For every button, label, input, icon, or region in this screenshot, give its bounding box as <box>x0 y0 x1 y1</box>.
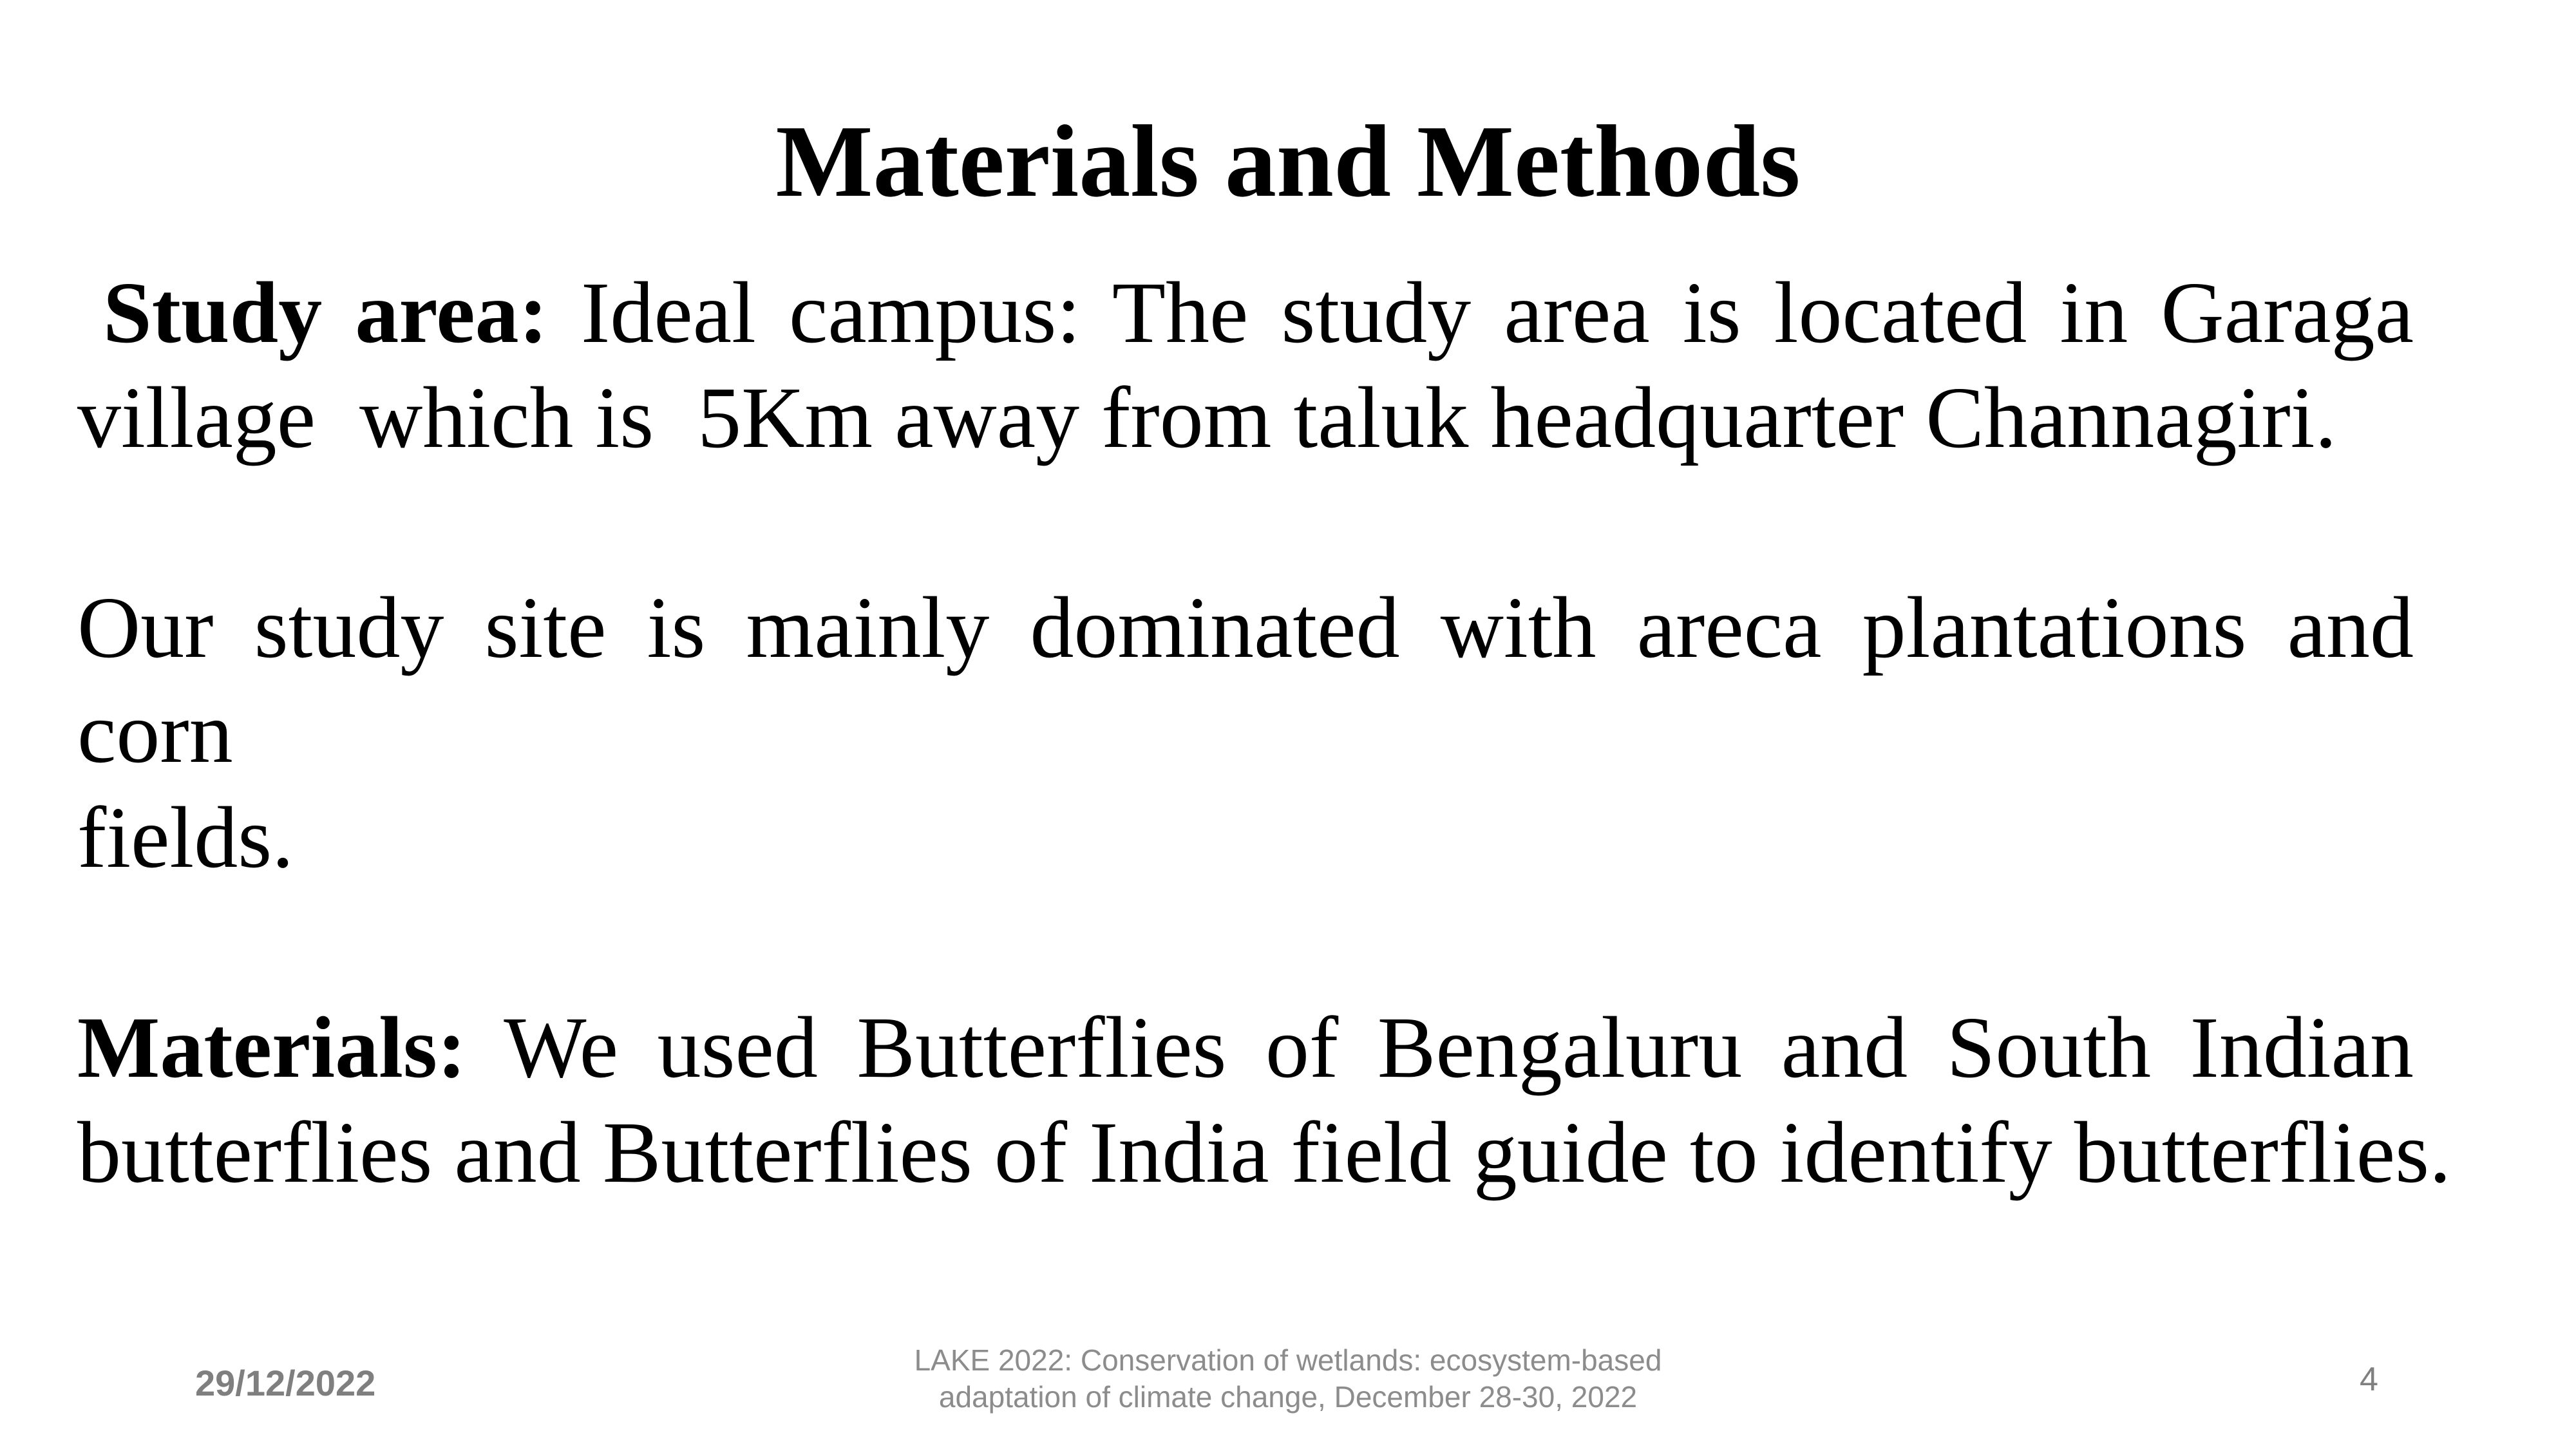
footer-conference <box>0 1342 2576 1416</box>
study-area-label: Study area: <box>103 265 548 361</box>
footer-date: 29/12/2022 <box>195 1363 376 1403</box>
paragraph-study-area <box>77 261 2414 471</box>
materials-line-2: butterflies and Butterflies of India field guide to identify butterflies. <box>77 1104 2452 1201</box>
paragraph-study-site <box>77 576 2414 891</box>
materials-line-1 <box>77 996 2414 1101</box>
study-site-line-2: fields. <box>77 790 294 886</box>
paragraph-materials <box>77 996 2452 1206</box>
footer-conference-line-2: adaptation of climate change, December 28-30, 2022 <box>938 1380 1638 1414</box>
materials-text: We used Butterflies of Bengaluru and South Indian <box>466 999 2414 1096</box>
materials-label: Materials: <box>77 999 467 1096</box>
study-area-line-2: village which is 5Km away from taluk headquarter Channagiri. <box>77 370 2337 466</box>
study-area-line-1 <box>77 261 2414 366</box>
slide-title: Materials and Methods <box>775 104 1801 218</box>
study-site-line-1: Our study site is mainly dominated with areca plantations and corn <box>77 580 2414 781</box>
footer-page-number: 4 <box>2360 1361 2378 1398</box>
footer-conference-line-1: LAKE 2022: Conservation of wetlands: ecosystem-based <box>914 1343 1662 1377</box>
study-area-text: Ideal campus: The study area is located in Garaga <box>547 265 2414 361</box>
slide-body <box>77 261 2452 1311</box>
